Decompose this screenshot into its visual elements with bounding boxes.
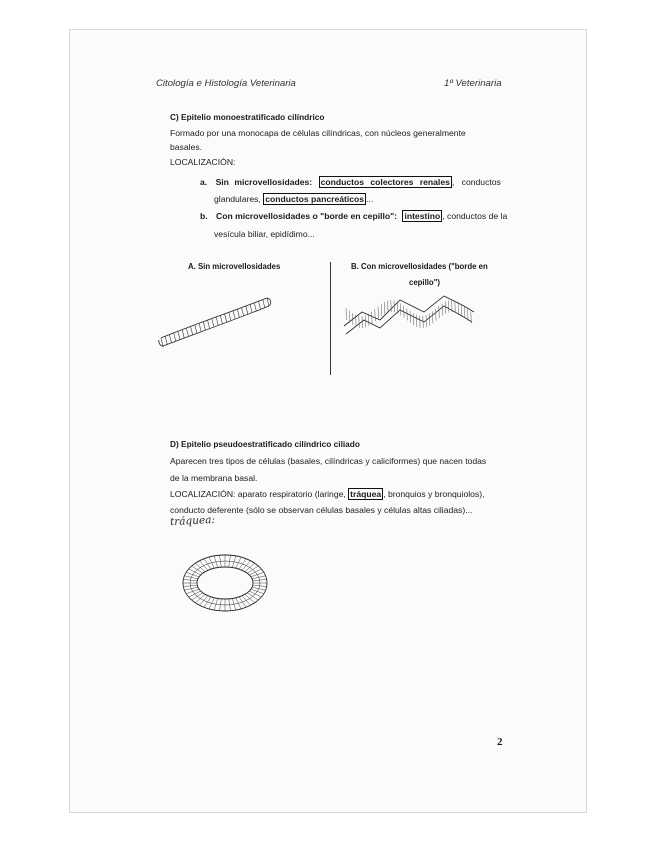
cell-partition [174, 333, 176, 341]
cell-partition [259, 301, 261, 309]
cell-partition [267, 298, 269, 306]
tracheal-cell-partition [189, 591, 201, 597]
brush-border-stroke [397, 301, 398, 313]
cell-partition [254, 303, 256, 311]
cell-partition [229, 312, 231, 320]
tracheal-cell-partition [239, 597, 246, 607]
tracheal-cell-partition [195, 563, 205, 571]
brush-border-stroke [400, 303, 401, 315]
tracheal-cell-partition [245, 594, 255, 602]
cell-partition [246, 306, 248, 314]
tracheal-cell-partition [209, 598, 214, 609]
brush-border-stroke [352, 313, 353, 325]
section-d-location-line2: conducto deferente (sólo se observan células basales y células altas ciliadas)... [170, 505, 473, 515]
tracheal-cell-partition [242, 596, 251, 606]
tracheal-cell-partition [236, 557, 241, 568]
section-d-location-pre: LOCALIZACIÓN: aparato respiratorio (laringe, [170, 489, 349, 499]
brush-border-stroke [394, 300, 395, 312]
cell-partition [225, 314, 227, 322]
brush-border-stroke [375, 309, 376, 321]
tracheal-cell-partition [239, 559, 246, 569]
brush-border-stroke [381, 304, 382, 316]
tracheal-cell-partition [199, 596, 208, 606]
tracheal-cell-partition [195, 594, 205, 602]
brush-border-stroke [413, 313, 414, 325]
cell-partition [203, 322, 205, 330]
section-d-location-post: , bronquios y bronquiolos), [383, 489, 485, 499]
section-c-title: C) Epitelio monoestratificado cilíndrico [170, 112, 325, 122]
brush-border-stroke [349, 311, 350, 323]
section-c-location-label: LOCALIZACIÓN: [170, 157, 236, 167]
cell-partition [250, 304, 252, 312]
cell-partition [178, 332, 180, 340]
cell-partition [199, 324, 201, 332]
figure-b-label-line1: B. Con microvellosidades ("borde en [351, 262, 488, 271]
brush-border-stroke [455, 300, 456, 312]
brush-border-stroke [384, 302, 385, 314]
cell-partition [233, 311, 235, 319]
figure-b-label-line2: cepillo") [409, 278, 440, 287]
brush-border-stroke [362, 316, 363, 328]
brush-border-stroke [429, 314, 430, 326]
tracheal-cell-partition [245, 563, 255, 571]
figure-trachea-pseudostratified-drawing [180, 552, 270, 614]
figure-a-label: A. Sin microvellosidades [188, 262, 281, 271]
brush-border-stroke [448, 300, 449, 312]
tracheal-cell-partition [209, 557, 214, 568]
brush-border-stroke [359, 316, 360, 328]
brush-border-stroke [368, 314, 369, 326]
brush-border-stroke [442, 304, 443, 316]
brush-border-stroke [365, 315, 366, 327]
header-year: 1º Veterinaria [444, 78, 502, 89]
brush-border-stroke [423, 316, 424, 328]
tracheal-cell-partition [204, 559, 211, 569]
boxed-term-intestine: intestino [404, 211, 441, 221]
section-d-description-line2: de la membrana basal. [170, 473, 258, 483]
cell-partition [220, 316, 222, 324]
item-a-line2-post: ... [366, 194, 374, 204]
tracheal-cell-partition [242, 561, 251, 571]
cell-partition [242, 308, 244, 316]
section-d-location-line1 [170, 489, 484, 500]
header-course-title: Citología e Histología Veterinaria [156, 78, 296, 89]
item-a-rest: , conductos [451, 177, 501, 187]
brush-border-stroke [407, 308, 408, 320]
boxed-term-trachea: tráquea [350, 489, 382, 499]
cell-partition [161, 338, 163, 346]
section-c-description-line2: basales. [170, 142, 203, 152]
brush-border-stroke [461, 304, 462, 316]
boxed-term-pancreatic-ducts: conductos pancreáticos [265, 194, 365, 204]
tracheal-cell-partition [236, 598, 241, 609]
tracheal-cell-partition [184, 576, 198, 579]
section-d-description-line1: Aparecen tres tipos de células (basales, cilíndricas y caliciformes) que nacen todas [170, 456, 487, 466]
cell-partition [212, 319, 214, 327]
cell-partition [237, 309, 239, 317]
section-d-title: D) Epitelio pseudoestratificado cilíndrico ciliado [170, 439, 360, 449]
brush-border-stroke [445, 302, 446, 314]
item-a-lead: Sin microvellosidades: [215, 177, 313, 187]
cell-partition [165, 336, 167, 344]
tracheal-cell-partition [189, 569, 201, 575]
tracheal-cell-partition [249, 591, 261, 597]
brush-border-stroke [388, 301, 389, 313]
brush-border-stroke [372, 312, 373, 324]
brush-border-stroke [378, 306, 379, 318]
tracheal-cell-partition [252, 587, 266, 590]
brush-border-stroke [436, 309, 437, 321]
brush-border-stroke [410, 311, 411, 323]
cell-partition [216, 317, 218, 325]
cell-partition [186, 328, 188, 336]
brush-border-stroke [391, 300, 392, 312]
section-c-description-line1: Formado por una monocapa de células cilíndricas, con núcleos generalmente [170, 128, 466, 138]
item-b-line2: vesícula biliar, epidídimo... [214, 229, 315, 239]
brush-border-stroke [432, 311, 433, 323]
cell-partition [195, 325, 197, 333]
figure-divider [330, 262, 331, 375]
paper-sheet [70, 30, 586, 812]
tracheal-cell-partition [184, 587, 198, 590]
page-number: 2 [497, 736, 503, 748]
handwritten-trachea-note: tráquea: [169, 513, 216, 529]
item-a-line2 [214, 194, 373, 205]
item-a-marker: a. [200, 177, 208, 187]
brush-border-stroke [420, 316, 421, 328]
brush-border-stroke [464, 306, 465, 318]
item-b-line1 [200, 211, 507, 222]
brush-border-stroke [439, 306, 440, 318]
cell-partition [169, 335, 171, 343]
brush-border-stroke [346, 308, 347, 320]
cell-partition [182, 330, 184, 338]
tracheal-cell-partition [252, 576, 266, 579]
brush-border-stroke [426, 315, 427, 327]
brush-border-stroke [416, 315, 417, 327]
boxed-term-renal-ducts: conductos colectores renales [320, 177, 450, 187]
cell-partition [208, 320, 210, 328]
figure-b-brush-border-epithelium-drawing [340, 282, 480, 337]
cell-partition [191, 327, 193, 335]
item-a-line1 [200, 177, 505, 188]
tracheal-cell-partition [249, 569, 261, 575]
brush-border-stroke [404, 306, 405, 318]
cell-partition [263, 300, 265, 308]
item-b-rest: , conductos de la [442, 211, 508, 221]
item-b-lead: Con microvellosidades o "borde en cepillo": [216, 211, 398, 221]
tracheal-cell-partition [199, 561, 208, 571]
tracheal-cell-partition [204, 597, 211, 607]
figure-a-columnar-epithelium-drawing [155, 290, 275, 350]
item-b-marker: b. [200, 211, 208, 221]
item-a-line2-pre: glandulares, [214, 194, 264, 204]
